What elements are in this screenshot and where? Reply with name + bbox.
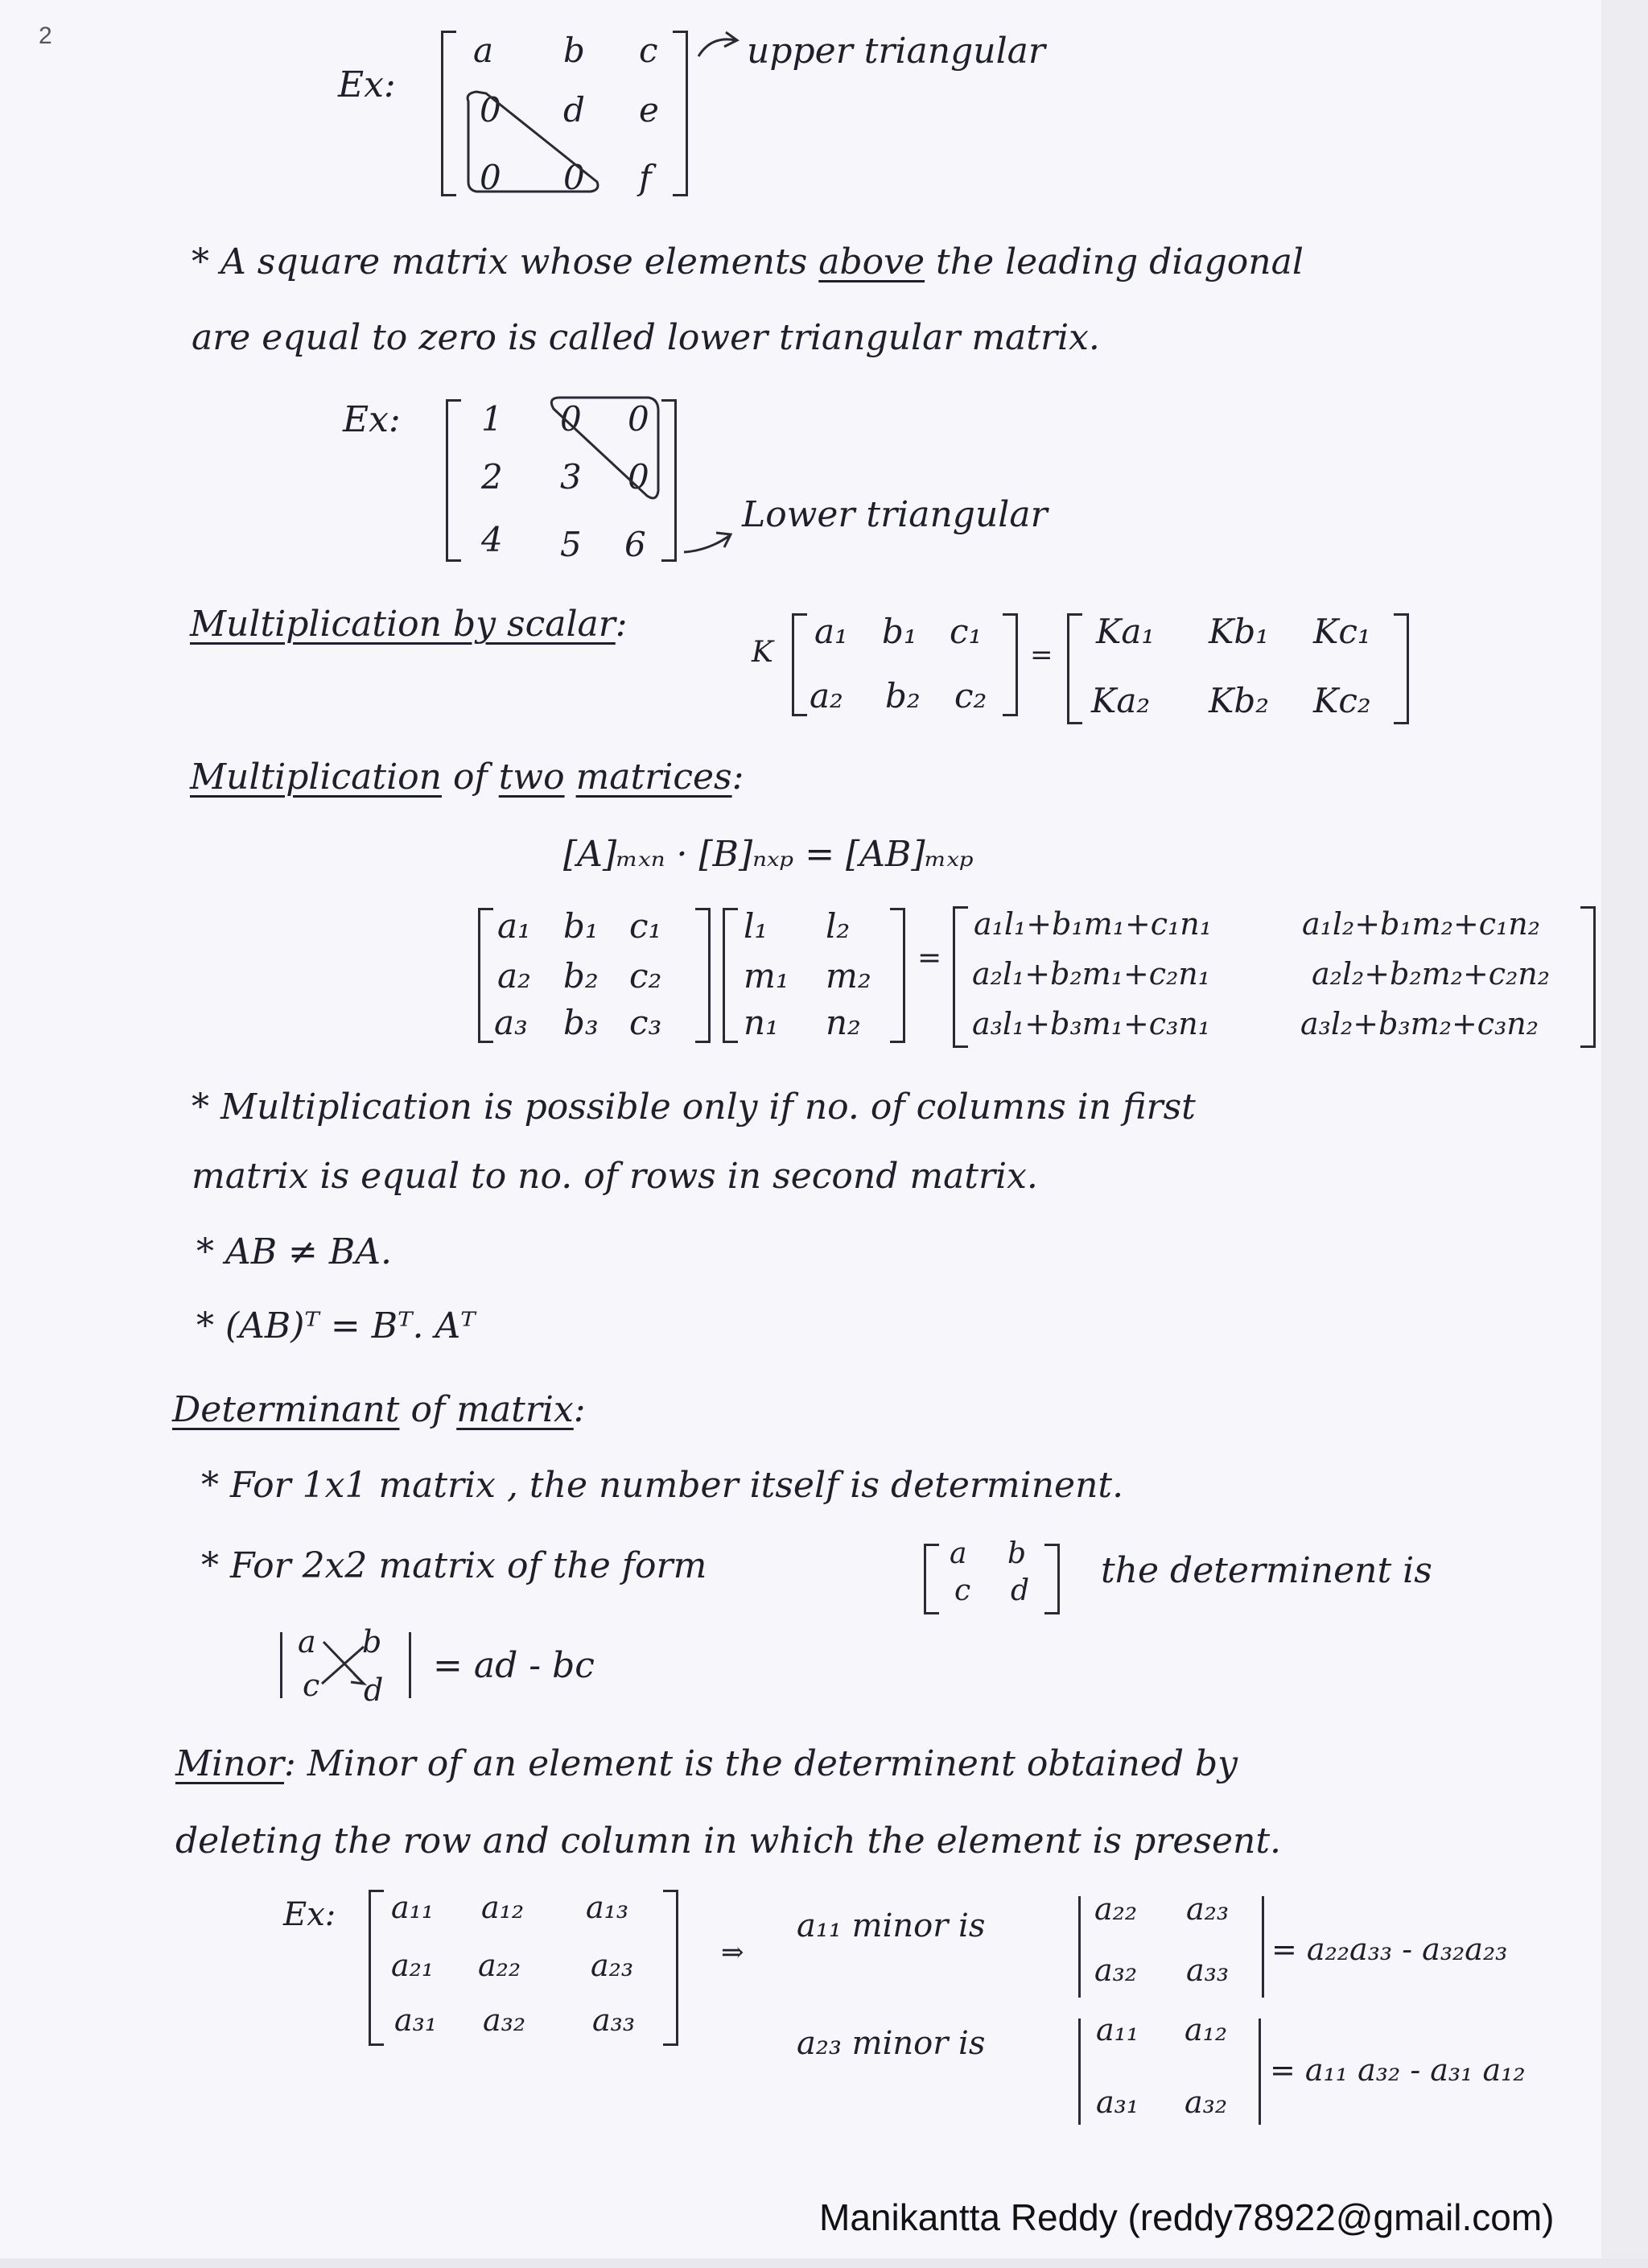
- matrix-cell: a₃₃: [1186, 1953, 1230, 1988]
- matrix-cell: b: [1007, 1537, 1027, 1570]
- matrix-cell: a₁₁: [391, 1890, 435, 1925]
- matrix-cell: c₃: [629, 1003, 662, 1042]
- matrix-cell: d: [1011, 1574, 1030, 1607]
- rule-line: * Multiplication is possible only if no. of columns in first: [192, 1087, 1196, 1128]
- matrix-cell: a₃₁: [1096, 2084, 1139, 2120]
- matrix-cell: c₁: [950, 612, 983, 651]
- matrix-cell: b₁: [563, 906, 599, 946]
- heading-word: matrix: [456, 1389, 574, 1430]
- minor-a23-result: = a₁₁ a₃₂ - a₃₁ a₁₂: [1270, 2052, 1526, 2088]
- matrix-cell: 3: [560, 457, 582, 497]
- heading-colon: :: [615, 604, 628, 645]
- minor-definition-line-2: deleting the row and column in which the element is present.: [175, 1821, 1281, 1862]
- heading-word: Multiplication: [190, 604, 442, 645]
- product-cell: a₁l₂+b₁m₂+c₁n₂: [1302, 906, 1541, 942]
- matrix-cell: c₂: [954, 676, 987, 715]
- matrix-cell: d: [563, 90, 585, 130]
- rule-line: * (AB)ᵀ = Bᵀ. Aᵀ: [196, 1305, 476, 1346]
- rule-line: matrix is equal to no. of rows in second matrix.: [192, 1156, 1038, 1197]
- matrix-cell: 4: [481, 520, 503, 559]
- matrix-cell: 0: [628, 457, 649, 497]
- matrix-cell: 0: [480, 158, 501, 197]
- determinant-rule-2x2-end: the determinent is: [1101, 1550, 1432, 1591]
- matrix-cell: Kc₂: [1313, 681, 1371, 720]
- equals-sign: =: [917, 942, 942, 975]
- matrix-cell: d: [364, 1672, 384, 1708]
- matrix-cell: a: [298, 1624, 316, 1660]
- matrix-cell: a₃₁: [394, 2002, 438, 2038]
- product-cell: a₃l₁+b₃m₁+c₃n₁: [972, 1006, 1211, 1041]
- scan-edge: [0, 2258, 1648, 2268]
- matrix-cell: b₁: [882, 612, 917, 651]
- heading-colon: :: [573, 1389, 586, 1430]
- matrix-cell: a₂₃: [1186, 1891, 1230, 1927]
- matrix-cell: e: [639, 90, 659, 130]
- minor-a11-label: a₁₁ minor is: [797, 1907, 986, 1944]
- matrix-cell: a₃₂: [1184, 2084, 1228, 2120]
- matrix-cell: b₂: [563, 956, 599, 996]
- matrix-cell: c₁: [629, 906, 662, 946]
- example-label: Ex:: [338, 64, 396, 105]
- matrix-cell: a₃₃: [592, 2002, 636, 2038]
- determinant-result: = ad - bc: [433, 1645, 595, 1686]
- example-label: Ex:: [283, 1896, 336, 1933]
- matrix-cell: Kb₁: [1209, 612, 1270, 651]
- heading-word: of: [441, 757, 499, 798]
- example-label: Ex:: [343, 399, 401, 440]
- matrix-cell: b: [563, 31, 585, 70]
- matrix-cell: a₂₃: [591, 1948, 634, 1983]
- heading-word: scalar: [506, 604, 616, 645]
- matrix-cell: m₂: [826, 956, 871, 996]
- matrix-cell: Kb₂: [1209, 681, 1270, 720]
- matrix-cell: a₂₂: [478, 1948, 521, 1983]
- heading-word: Determinant: [172, 1389, 400, 1430]
- minor-definition-text: : Minor of an element is the determinent obtained by: [284, 1743, 1238, 1784]
- minor-a23-label: a₂₃ minor is: [797, 2025, 986, 2062]
- heading-colon: :: [731, 757, 744, 798]
- matrix-cell: 0: [480, 90, 501, 130]
- matrix-cell: c: [954, 1574, 971, 1607]
- matrix-cell: Kc₁: [1313, 612, 1371, 651]
- matrix-cell: n₂: [826, 1003, 861, 1042]
- emphasis-above: above: [818, 241, 925, 282]
- matrix-cell: l₂: [826, 906, 851, 946]
- matrix-cell: a₂₁: [391, 1948, 435, 1983]
- definition-text: the leading diagonal: [925, 241, 1304, 282]
- heading-word: Multiplication: [190, 757, 442, 798]
- determinant-rule-2x2: * For 2x2 matrix of the form: [201, 1545, 707, 1586]
- matrix-cell: 5: [560, 525, 582, 564]
- matrix-cell: 2: [481, 457, 503, 497]
- heading-word: by: [441, 604, 507, 645]
- dimension-formula: [A]ₘₓₙ · [B]ₙₓₚ = [AB]ₘₓₚ: [563, 834, 974, 875]
- author-footer: Manikantta Reddy (reddy78922@gmail.com): [819, 2196, 1555, 2238]
- matrix-cell: 1: [481, 399, 503, 439]
- scan-edge: [1601, 0, 1648, 2268]
- heading-word: matrices: [575, 757, 732, 798]
- matrix-cell: a: [950, 1537, 967, 1570]
- product-cell: a₂l₂+b₂m₂+c₂n₂: [1312, 956, 1551, 992]
- matrix-cell: a₂₂: [1094, 1891, 1138, 1927]
- product-cell: a₁l₁+b₁m₁+c₁n₁: [974, 906, 1213, 942]
- heading-word: of: [399, 1389, 457, 1430]
- product-cell: a₃l₂+b₃m₂+c₃n₂: [1300, 1006, 1539, 1041]
- definition-text: * A square matrix whose elements: [192, 241, 819, 282]
- matrix-cell: a₃₂: [483, 2002, 526, 2038]
- matrix-cell: 6: [624, 525, 646, 564]
- matrix-cell: b: [362, 1624, 382, 1660]
- lower-triangular-note: Lower triangular: [742, 494, 1048, 535]
- minor-a11-result: = a₂₂a₃₃ - a₃₂a₂₃: [1271, 1932, 1508, 1967]
- matrix-cell: Ka₁: [1096, 612, 1156, 651]
- matrix-cell: c₂: [629, 956, 662, 996]
- matrix-cell: a₁₂: [481, 1890, 525, 1925]
- matrix-cell: 0: [560, 399, 582, 439]
- matrix-cell: a₁: [497, 906, 531, 946]
- matrix-cell: m₁: [744, 956, 789, 996]
- matrix-cell: a: [473, 31, 494, 70]
- matrix-cell: a₁₁: [1096, 2012, 1139, 2047]
- matrix-cell: b₃: [563, 1003, 599, 1042]
- matrix-cell: a₂: [497, 956, 531, 996]
- rule-line: * AB ≠ BA.: [196, 1231, 393, 1272]
- upper-triangular-note: upper triangular: [747, 31, 1045, 72]
- matrix-cell: a₃₂: [1094, 1953, 1138, 1988]
- matrix-cell: a₁: [814, 612, 848, 651]
- implies-arrow: ⇒: [721, 1936, 744, 1969]
- matrix-cell: Ka₂: [1091, 681, 1151, 720]
- scalar-k: K: [752, 636, 773, 669]
- matrix-cell: 0: [563, 158, 585, 197]
- page-number: 2: [39, 23, 52, 49]
- determinant-rule-1x1: * For 1x1 matrix , the number itself is determinent.: [201, 1465, 1124, 1506]
- matrix-cell: a₂: [810, 676, 843, 715]
- product-cell: a₂l₁+b₂m₁+c₂n₁: [972, 956, 1211, 992]
- minor-heading: Minor: [175, 1743, 284, 1784]
- matrix-cell: a₁₂: [1184, 2012, 1228, 2047]
- matrix-cell: l₁: [744, 906, 768, 946]
- equals-sign: =: [1030, 639, 1053, 671]
- definition-line-2: are equal to zero is called lower triangular matrix.: [192, 317, 1100, 358]
- matrix-cell: c: [303, 1668, 320, 1703]
- matrix-cell: a₃: [494, 1003, 528, 1042]
- heading-word: two: [498, 757, 565, 798]
- matrix-cell: n₁: [744, 1003, 779, 1042]
- matrix-cell: 0: [628, 399, 649, 439]
- matrix-cell: f: [639, 158, 652, 197]
- matrix-cell: c: [639, 31, 658, 70]
- matrix-cell: a₁₃: [586, 1890, 629, 1925]
- matrix-cell: b₂: [885, 676, 921, 715]
